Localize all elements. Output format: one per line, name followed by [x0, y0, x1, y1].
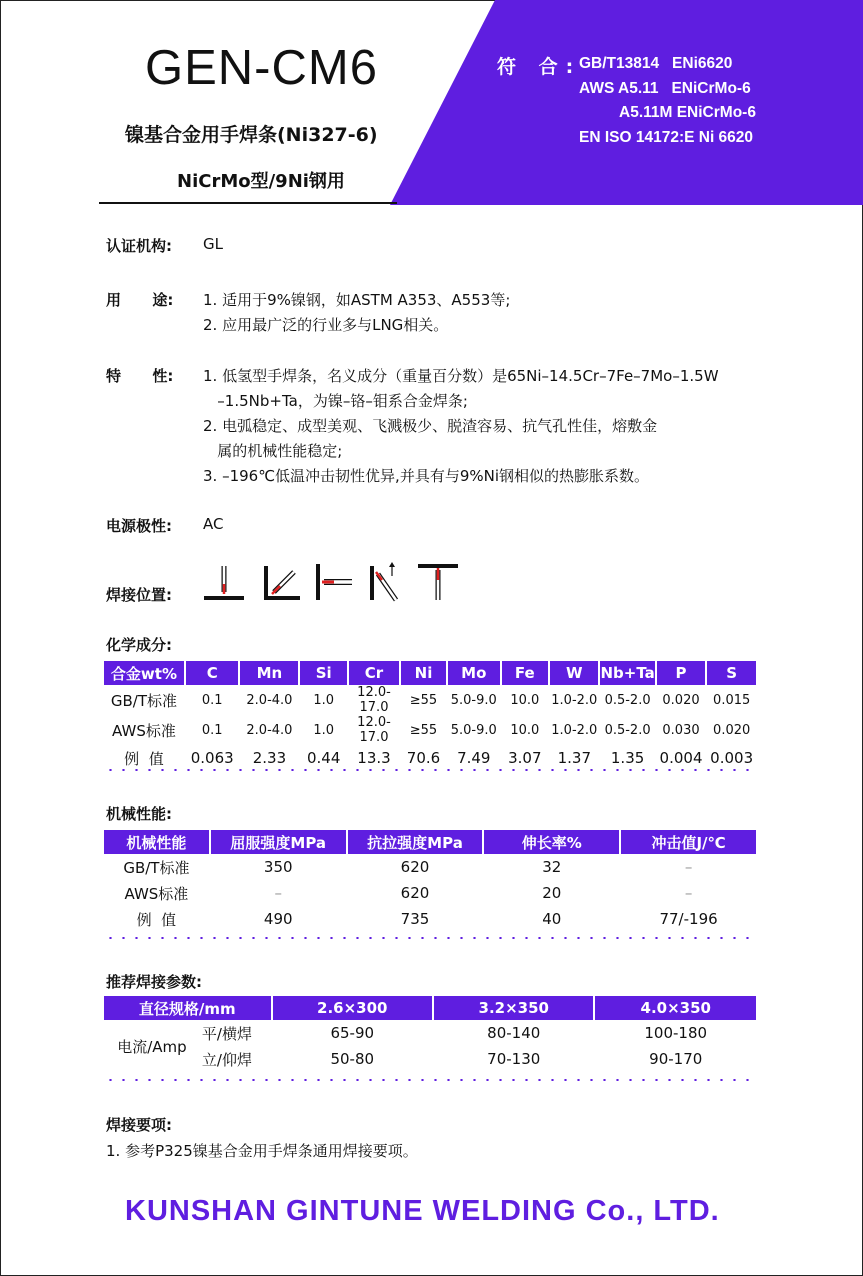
- product-title: GEN-CM6: [145, 41, 378, 95]
- flat-position-icon: [202, 562, 248, 602]
- chem-header: Fe: [502, 661, 549, 685]
- table-row: [104, 880, 756, 906]
- cell: 50-80: [330, 1050, 375, 1068]
- params-header: 3.2×350: [434, 996, 593, 1020]
- mech-header: 机械性能: [104, 830, 209, 854]
- cell: 1.0-2.0: [551, 692, 598, 708]
- cell: 7.49: [457, 749, 491, 767]
- overhead-position-icon: [416, 562, 460, 602]
- chem-header: S: [707, 661, 756, 685]
- row-label: 例 值: [124, 749, 164, 768]
- cert-label: 认证机构:: [106, 237, 172, 255]
- chem-header: W: [550, 661, 598, 685]
- features-line: –1.5Nb+Ta，为镍–铬–钼系合金焊条;: [203, 392, 468, 410]
- cell: 2.0-4.0: [246, 692, 293, 708]
- company-name: KUNSHAN GINTUNE WELDING Co., LTD.: [125, 1195, 720, 1227]
- cell: 0.1: [201, 722, 223, 738]
- params-divider: [104, 1079, 756, 1081]
- mech-table: [102, 830, 758, 932]
- conform-line: AWS A5.11 ENiCrMo-6: [579, 80, 751, 97]
- mech-title: 机械性能:: [106, 805, 172, 823]
- cell: 10.0: [510, 722, 540, 738]
- cell: 40: [542, 910, 562, 928]
- cell: 70-130: [487, 1050, 541, 1068]
- cell: 3.07: [508, 749, 542, 767]
- chem-title: 化学成分:: [106, 636, 172, 654]
- cell: 0.44: [306, 749, 341, 767]
- conform-line: GB/T13814 ENi6620: [579, 55, 733, 72]
- cell: 0.004: [659, 749, 703, 767]
- cell: 2.0-4.0: [246, 722, 293, 738]
- cell: 10.0: [510, 692, 540, 708]
- params-header: 直径规格/mm: [104, 996, 271, 1020]
- cell: 5.0-9.0: [450, 692, 497, 708]
- cell: 77/-196: [659, 910, 718, 928]
- usage-line: 2. 应用最广泛的行业多与LNG相关。: [203, 316, 449, 334]
- usage-label: 用 途:: [106, 291, 174, 309]
- features-line: 2. 电弧稳定、成型美观、飞溅极少、脱渣容易、抗气孔性佳，熔敷金: [203, 417, 658, 435]
- table-row: [104, 685, 756, 715]
- position-cell: 立/仰焊: [201, 1050, 252, 1069]
- features-line: 属的机械性能稳定;: [203, 442, 343, 460]
- chem-table: [102, 661, 758, 771]
- cell: 0.063: [190, 749, 234, 767]
- params-header: 2.6×300: [273, 996, 432, 1020]
- notes-line: 1. 参考P325镍基合金用手焊条通用焊接要项。: [106, 1142, 418, 1160]
- usage-line: 1. 适用于9%镍钢，如ASTM A353、A553等;: [203, 291, 511, 309]
- cell: 13.3: [357, 749, 391, 767]
- params-header: 4.0×350: [595, 996, 756, 1020]
- table-row: [104, 1046, 756, 1072]
- product-type: NiCrMo型/9Ni钢用: [177, 171, 345, 192]
- cell: –: [274, 884, 282, 902]
- cell: 0.5-2.0: [604, 692, 651, 708]
- chem-header: Ni: [401, 661, 446, 685]
- chem-header: Si: [300, 661, 347, 685]
- cell: 90-170: [649, 1050, 703, 1068]
- chem-divider: [104, 769, 756, 771]
- position-label: 焊接位置:: [106, 586, 172, 604]
- row-label: GB/T标准: [123, 858, 190, 877]
- chem-header-row: [104, 661, 756, 685]
- cell: ≥55: [409, 722, 438, 738]
- features-line: 3. –196℃低温冲击韧性优异,并具有与9%Ni钢相似的热膨胀系数。: [203, 467, 650, 485]
- cell: 32: [542, 858, 562, 876]
- cell: 350: [263, 858, 293, 876]
- cell: 620: [400, 858, 430, 876]
- cell: 1.0-2.0: [551, 722, 598, 738]
- polarity-label: 电源极性:: [106, 517, 172, 535]
- mech-header: 屈服强度MPa: [211, 830, 346, 854]
- features-label: 特 性:: [106, 367, 174, 385]
- vertical-up-icon: [368, 562, 408, 604]
- product-subtitle: 镍基合金用手焊条(Ni327-6): [125, 124, 378, 146]
- row-label: GB/T标准: [110, 691, 178, 710]
- cell: 620: [400, 884, 430, 902]
- horizontal-position-icon: [314, 562, 356, 602]
- cell: 20: [542, 884, 562, 902]
- mech-header: 抗拉强度MPa: [348, 830, 483, 854]
- row-label: AWS标准: [124, 884, 189, 903]
- params-table: [102, 996, 758, 1072]
- mech-header: 冲击值J/℃: [621, 830, 756, 854]
- horizontal-fillet-icon: [262, 562, 304, 602]
- cell: –: [684, 884, 693, 902]
- cell: 70.6: [406, 749, 441, 767]
- conform-line: A5.11M ENiCrMo-6: [619, 104, 756, 121]
- polarity-value: AC: [203, 515, 224, 533]
- mech-header-row: [104, 830, 756, 854]
- chem-header: Mo: [448, 661, 499, 685]
- cert-value: GL: [203, 235, 223, 253]
- params-header-row: [104, 996, 756, 1020]
- cell: 12.0-17.0: [357, 685, 391, 715]
- table-row: [104, 906, 756, 932]
- chem-header: Mn: [240, 661, 298, 685]
- cell: 12.0-17.0: [357, 715, 391, 745]
- row-label: 例 值: [136, 910, 177, 929]
- cell: –: [684, 858, 693, 876]
- cell: 1.35: [610, 749, 645, 767]
- cell: 100-180: [644, 1024, 708, 1042]
- conform-line: EN ISO 14172:E Ni 6620: [579, 129, 754, 146]
- cell: 735: [400, 910, 430, 928]
- mech-divider: [104, 937, 756, 939]
- table-row: [104, 1020, 756, 1046]
- chem-header: C: [186, 661, 239, 685]
- cell: 0.020: [713, 722, 751, 738]
- cell: 0.030: [662, 722, 700, 738]
- cell: 1.0: [313, 692, 335, 708]
- row-label: AWS标准: [112, 721, 176, 740]
- cell: 2.33: [252, 749, 287, 767]
- chem-header: Cr: [349, 661, 399, 685]
- table-row: [104, 715, 756, 745]
- cell: 0.1: [201, 692, 223, 708]
- cell: 80-140: [487, 1024, 541, 1042]
- cell: 1.0: [313, 722, 335, 738]
- cell: 5.0-9.0: [450, 722, 497, 738]
- cell: 0.015: [713, 692, 751, 708]
- cell: 0.5-2.0: [604, 722, 651, 738]
- chem-header: Nb+Ta: [600, 661, 654, 685]
- mech-header: 伸长率%: [484, 830, 619, 854]
- cell: 490: [263, 910, 293, 928]
- conform-label: 符 合:: [497, 56, 582, 78]
- row-label: 电流/Amp: [117, 1037, 187, 1056]
- cell: 0.020: [662, 692, 700, 708]
- chem-header: P: [657, 661, 706, 685]
- title-underline: [99, 202, 397, 204]
- cell: 65-90: [330, 1024, 375, 1042]
- chem-header: 合金wt%: [104, 661, 184, 685]
- params-title: 推荐焊接参数:: [106, 973, 202, 991]
- features-line: 1. 低氢型手焊条，名义成分（重量百分数）是65Ni–14.5Cr–7Fe–7Mo–1.5W: [203, 367, 719, 385]
- table-row: [104, 854, 756, 880]
- cell: 1.37: [557, 749, 592, 767]
- position-cell: 平/横焊: [201, 1024, 252, 1043]
- notes-title: 焊接要项:: [106, 1116, 172, 1134]
- cell: ≥55: [409, 692, 438, 708]
- cell: 0.003: [710, 749, 754, 767]
- table-row: [104, 745, 756, 771]
